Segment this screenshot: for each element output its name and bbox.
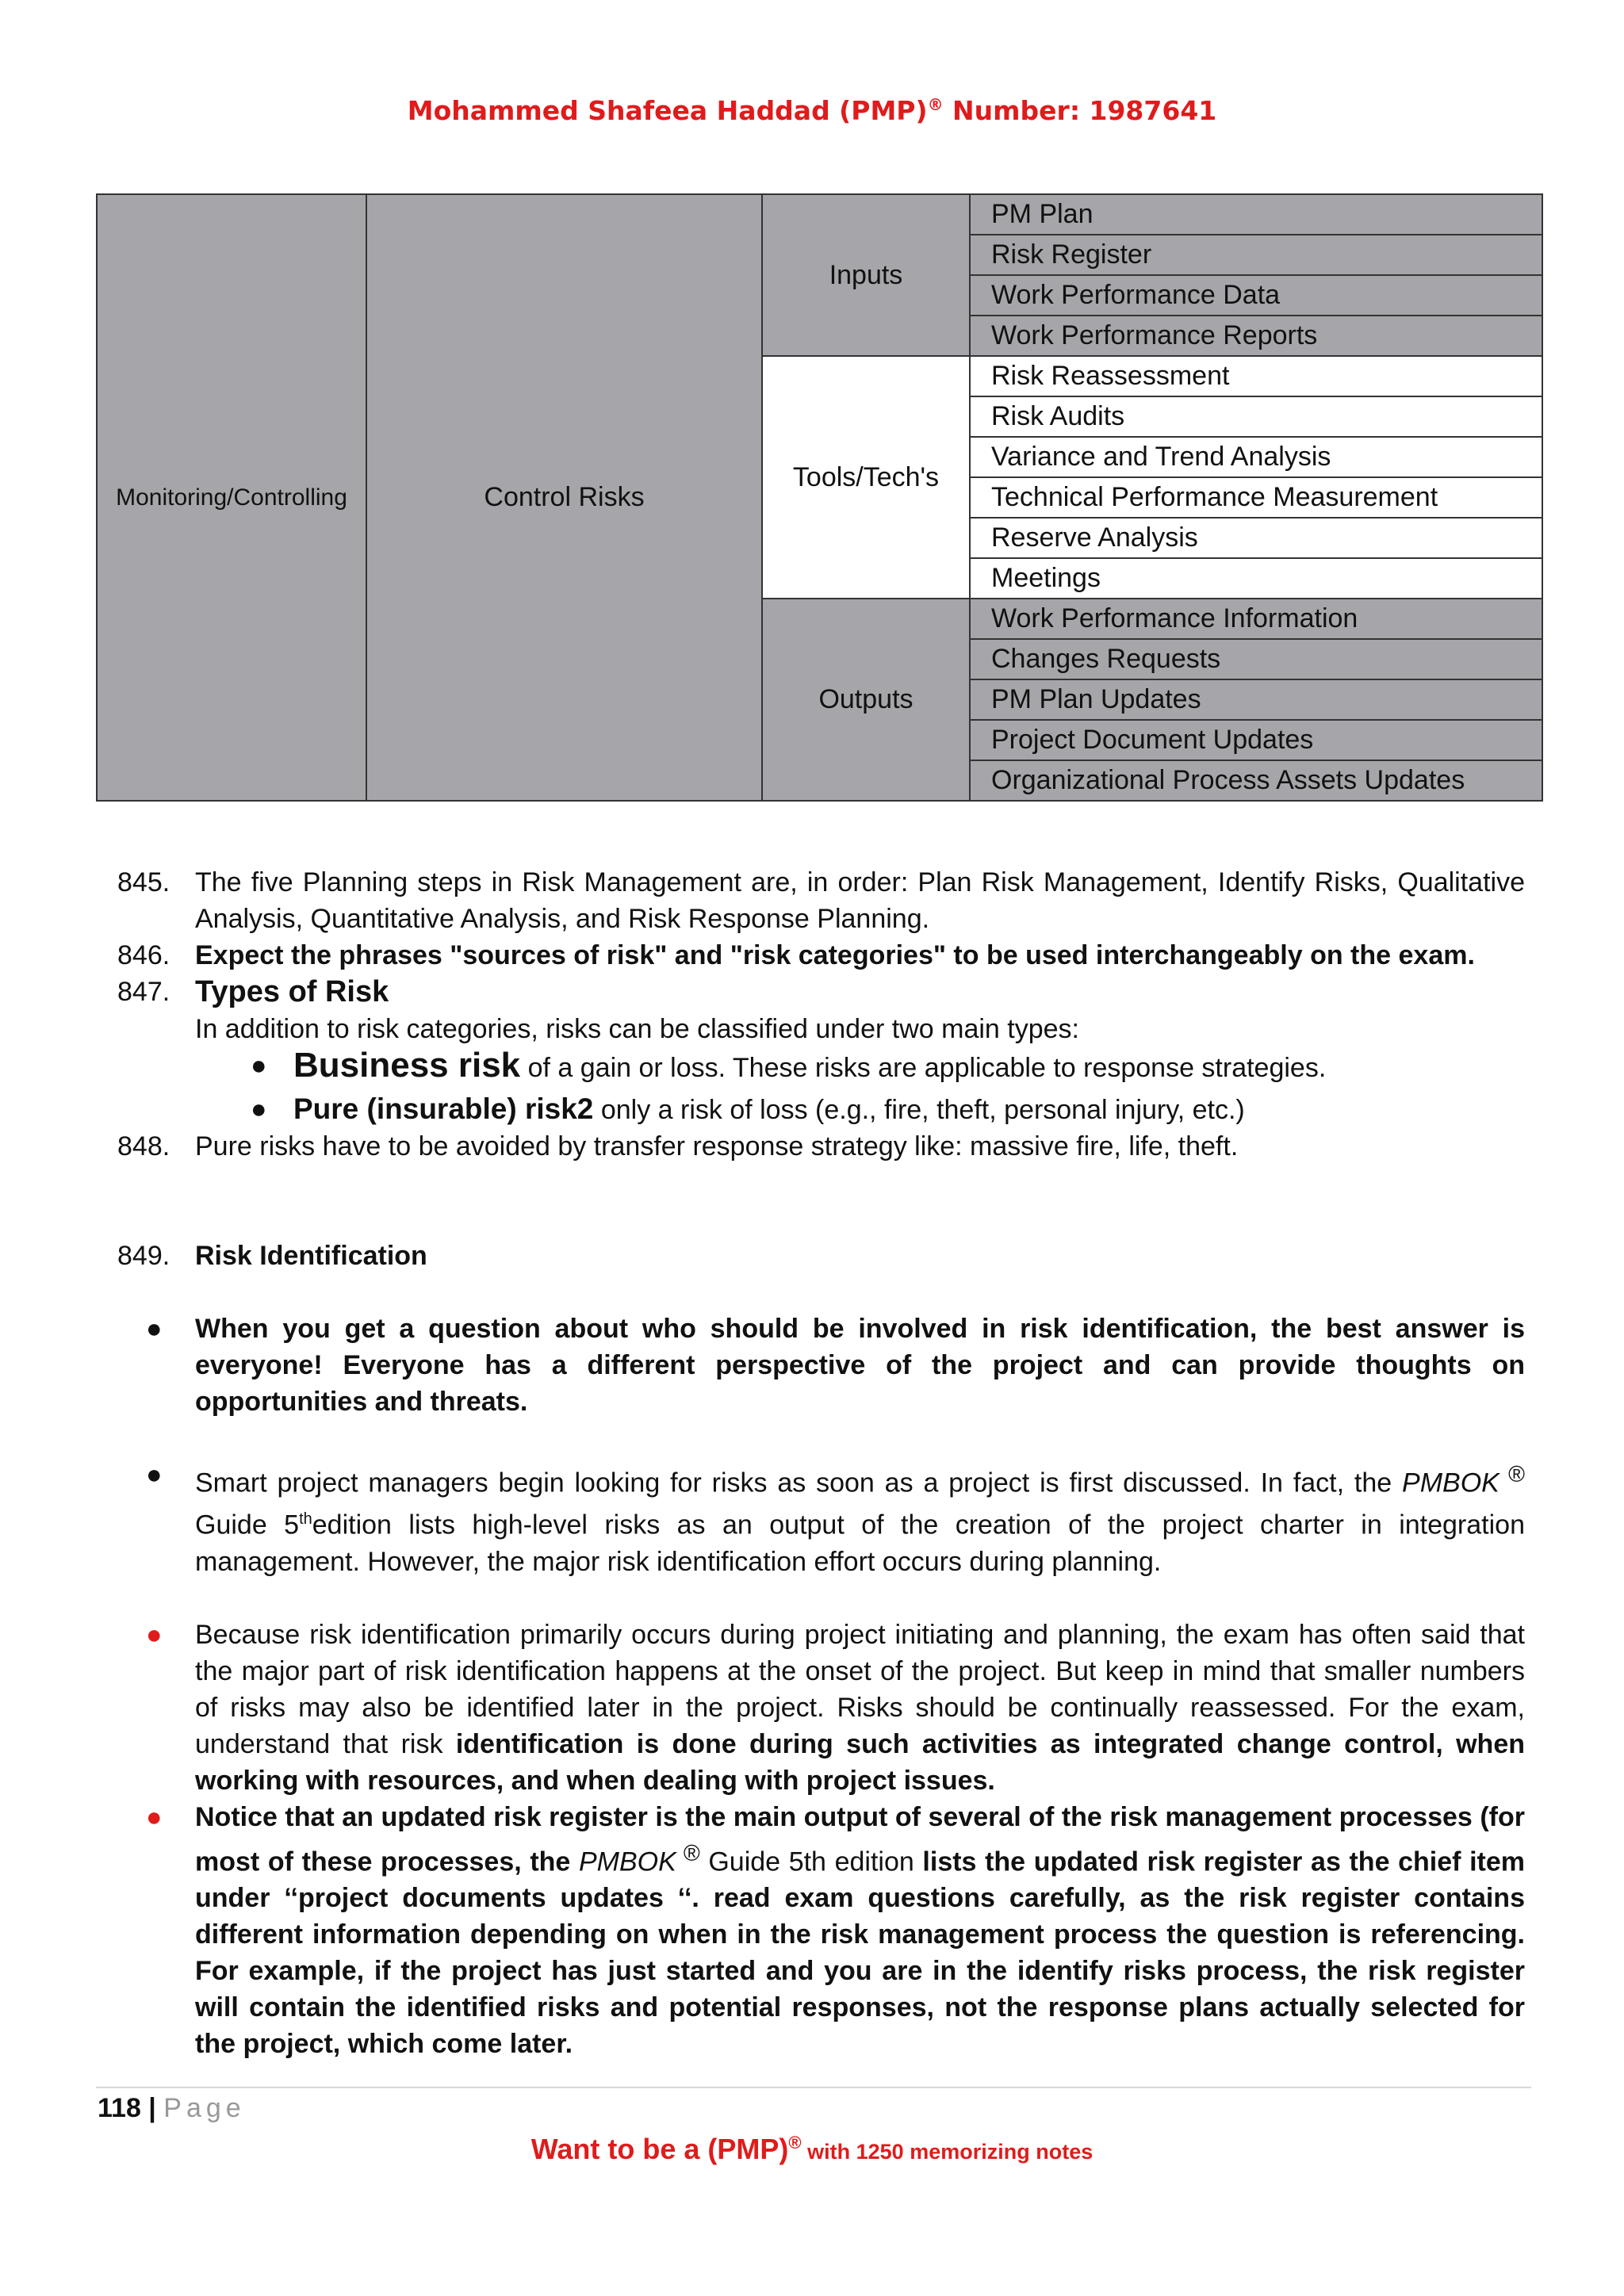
bullet-paragraph-4	[117, 1799, 1525, 2062]
table-item: PM Plan Updates	[970, 679, 1542, 720]
table-item: PM Plan	[970, 194, 1542, 235]
registered-mark: ®	[1499, 1462, 1525, 1487]
note-number: 846.	[117, 940, 170, 970]
group-inputs: Inputs	[762, 194, 970, 356]
footer-divider	[96, 2087, 1531, 2088]
risk-type-text: only a risk of loss (e.g., fire, theft, personal injury, etc.)	[593, 1095, 1245, 1125]
control-risks-table	[96, 193, 1543, 802]
page-number-value: 118	[98, 2093, 141, 2123]
risk-type-pure	[117, 1091, 1525, 1128]
notes-content	[117, 864, 1525, 2062]
note-845	[117, 864, 1525, 937]
note-title: Risk Identification	[195, 1241, 427, 1271]
bullet-icon: ●	[251, 1094, 267, 1124]
paragraph-bold-text: lists the updated risk register as the chief item under ‘‘project documents updates ‘‘. read exam questions carefully, as the risk register contains different information depending on when in the risk management process the question is referencing. For example, if the project has just started and you are in the identify risks process, the risk register will contain the identified risks and potential responses, not the response plans actually selected for the project, which come later.	[195, 1846, 1526, 2059]
paragraph-text: Guide 5	[195, 1510, 300, 1540]
note-number: 848.	[117, 1131, 170, 1161]
note-number: 849.	[117, 1241, 170, 1271]
bullet-icon: ●	[146, 1460, 163, 1490]
page-number	[98, 2093, 246, 2124]
table-item: Work Performance Data	[970, 275, 1542, 316]
note-number: 845.	[117, 867, 170, 897]
paragraph-bold-text: identification is done during such activities as integrated change control, when working with resources, and when dealing with project issues.	[195, 1728, 1526, 1796]
paragraph-text: When you get a question about who should be involved in risk identification, the best answer is everyone! Everyone has a different perspective of the project and can provide thoughts on opportunities and threats.	[195, 1314, 1525, 1417]
footer-tagline-small: with 1250 memorizing notes	[801, 2140, 1094, 2164]
table-item: Risk Register	[970, 235, 1542, 275]
bullet-icon: ●	[251, 1050, 267, 1081]
note-847-intro: In addition to risk categories, risks can be classified under two main types:	[195, 1014, 1079, 1044]
bullet-paragraph-3	[117, 1617, 1525, 1799]
footer-registered-mark: ®	[788, 2133, 802, 2152]
paragraph-text: Because risk identification primarily occurs during project initiating and planning, the exam has often said that the major part of risk identification happens at the onset of the project. But keep in mind that smaller numbers of risks may also be identified later in the project. Risks should be continually reassessed. For the exam, understand that risk	[195, 1619, 1525, 1759]
header-number: Number: 1987641	[943, 95, 1217, 126]
note-848	[117, 1128, 1525, 1165]
risk-type-title: Business risk	[293, 1046, 521, 1085]
paragraph-text: Guide 5th edition	[699, 1846, 923, 1877]
phase-cell: Monitoring/Controlling	[97, 194, 366, 801]
bullet-icon: ●	[146, 1619, 163, 1650]
table-item: Meetings	[970, 558, 1542, 599]
table-item: Organizational Process Assets Updates	[970, 760, 1542, 801]
bullet-icon: ●	[146, 1314, 163, 1344]
note-849	[117, 1238, 1525, 1274]
table-item: Risk Audits	[970, 396, 1542, 437]
bullet-icon: ●	[146, 1801, 163, 1832]
note-text: The five Planning steps in Risk Management are, in order: Plan Risk Management, Identify Risks, Qualitative Analysis, Quantitative Analysis, and Risk Response Planning.	[195, 867, 1525, 934]
bullet-paragraph-2	[117, 1456, 1525, 1580]
note-title: Types of Risk	[195, 975, 389, 1008]
registered-mark: ®	[676, 1840, 700, 1866]
paragraph-text: edition lists high-level risks as an output of the creation of the project charter in integration management. However, the major risk identification effort occurs during planning.	[195, 1510, 1525, 1577]
table-item: Work Performance Reports	[970, 316, 1542, 356]
table-item: Project Document Updates	[970, 720, 1542, 760]
bullet-paragraph-1	[117, 1311, 1525, 1420]
group-tools: Tools/Tech's	[762, 356, 970, 599]
risk-type-title: Pure (insurable) risk2	[293, 1093, 594, 1125]
paragraph-bold-text: Notice that an updated risk register is the main output of several of the risk management processes (for most of these processes, the	[195, 1801, 1525, 1877]
note-number: 847.	[117, 977, 170, 1007]
table-item: Technical Performance Measurement	[970, 477, 1542, 518]
table-item: Changes Requests	[970, 639, 1542, 679]
superscript-th: th	[299, 1510, 312, 1529]
table-item: Reserve Analysis	[970, 518, 1542, 558]
table-item: Variance and Trend Analysis	[970, 437, 1542, 477]
header-registered-mark: ®	[927, 95, 944, 114]
note-text: Pure risks have to be avoided by transfer response strategy like: massive fire, life, theft.	[195, 1131, 1239, 1161]
note-846	[117, 937, 1525, 974]
footer-tagline: Want to be a (PMP)	[530, 2133, 789, 2165]
risk-type-business	[117, 1047, 1525, 1086]
table-item: Work Performance Information	[970, 599, 1542, 639]
note-text: Expect the phrases "sources of risk" and "risk categories" to be used interchangeably on the exam.	[195, 940, 1475, 970]
risk-type-text: of a gain or loss. These risks are applicable to response strategies.	[520, 1053, 1327, 1083]
page-header	[0, 95, 1624, 126]
note-847	[117, 974, 1525, 1011]
group-outputs: Outputs	[762, 599, 970, 801]
process-cell: Control Risks	[366, 194, 762, 801]
page-label: Page	[163, 2093, 246, 2123]
pmbok-text: PMBOK	[578, 1846, 676, 1877]
paragraph-text: Smart project managers begin looking for risks as soon as a project is first discussed. In fact, the	[195, 1468, 1403, 1498]
page-footer	[0, 2133, 1624, 2166]
page-separator: |	[140, 2093, 164, 2123]
table-item: Risk Reassessment	[970, 356, 1542, 396]
header-author: Mohammed Shafeea Haddad (PMP)	[407, 95, 928, 126]
pmbok-text: PMBOK	[1402, 1468, 1500, 1498]
